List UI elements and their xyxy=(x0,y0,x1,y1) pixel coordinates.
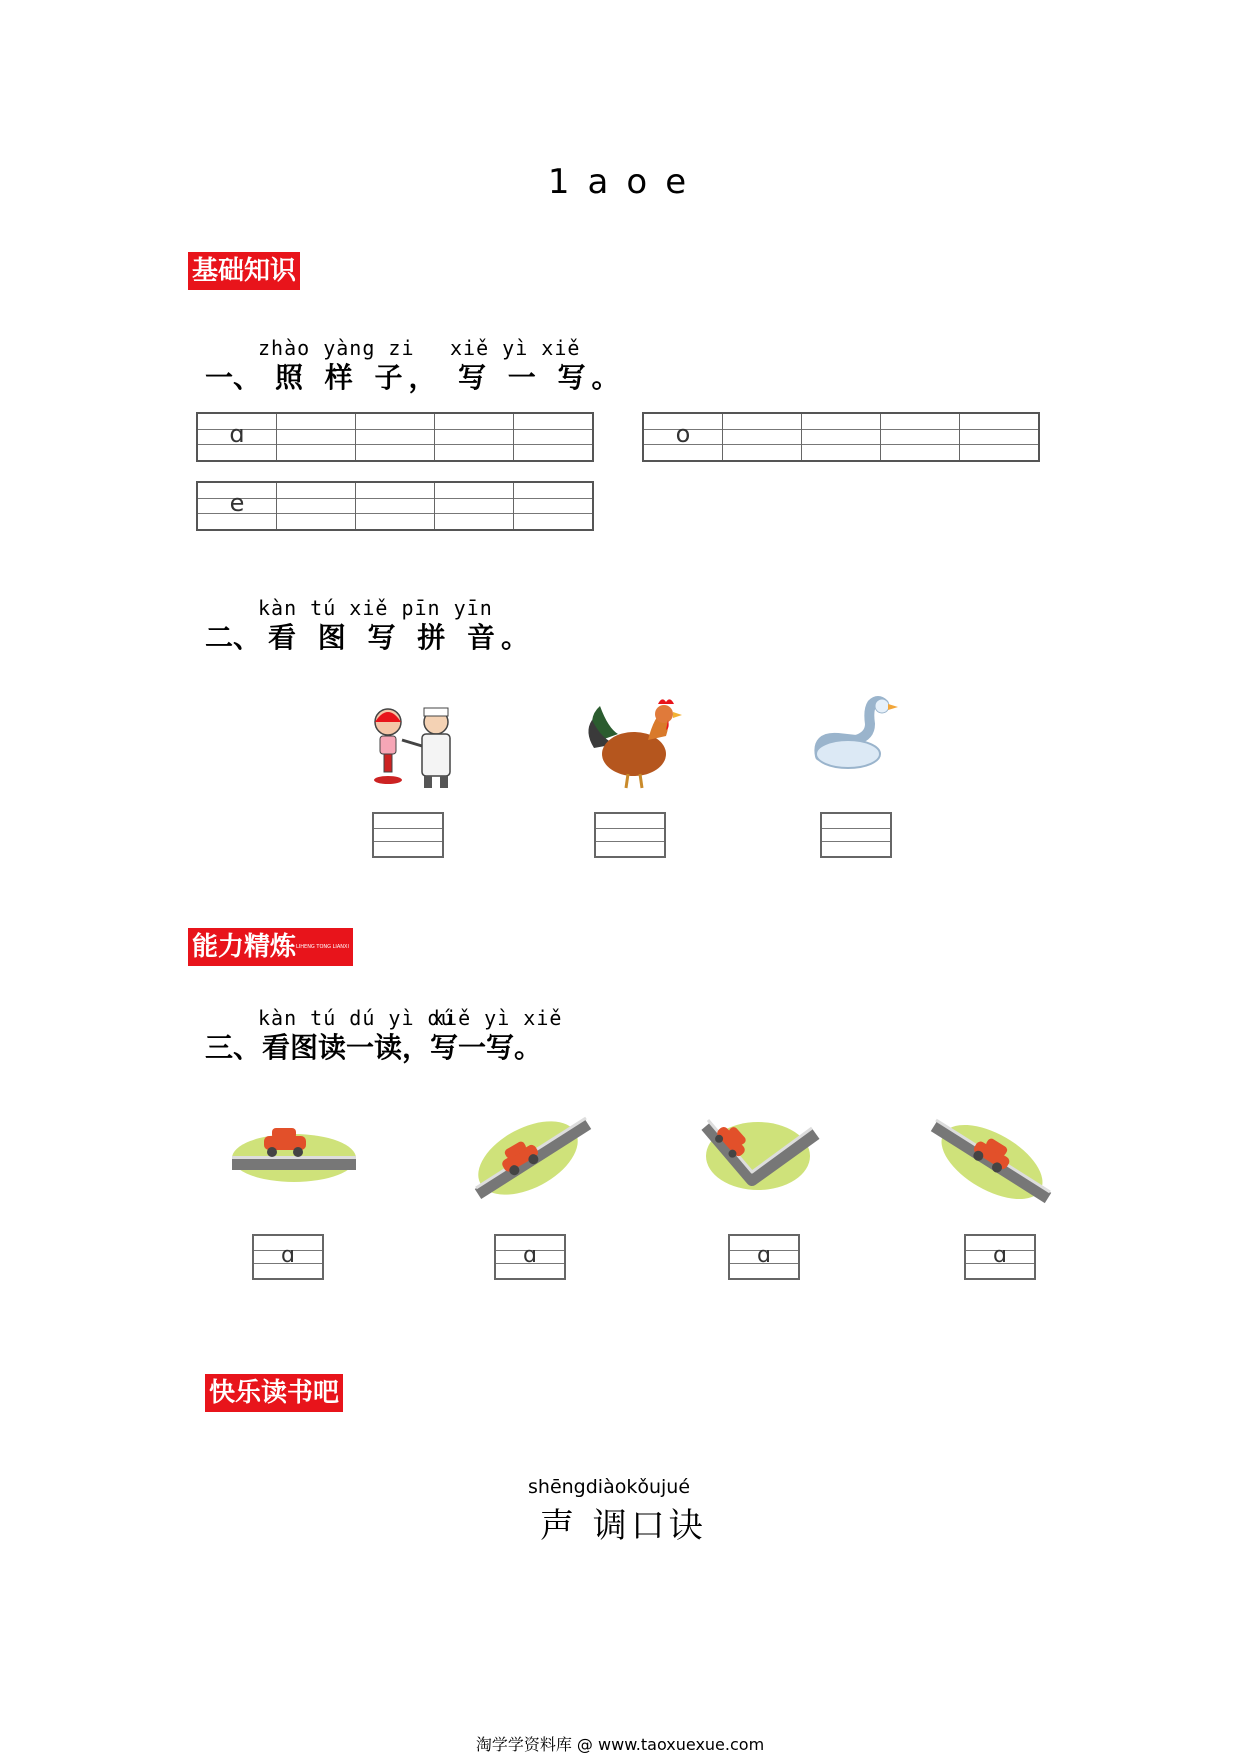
q2-number: 二、 xyxy=(205,621,262,654)
write-cell[interactable] xyxy=(881,414,960,460)
doctor-child-illustration xyxy=(366,700,462,792)
car-downhill-road-illustration xyxy=(928,1116,1052,1206)
sample-letter: o xyxy=(675,420,691,448)
sample-letter: ɑ xyxy=(523,1243,537,1268)
write-cell[interactable] xyxy=(277,483,356,529)
goose-illustration xyxy=(812,696,900,774)
sample-letter: e xyxy=(229,489,245,517)
answer-box[interactable] xyxy=(252,1234,324,1280)
q1-pinyin-b: xiě yì xiě xyxy=(450,336,581,360)
q3-pinyin-b: xiě yì xiě xyxy=(432,1006,563,1030)
q3-text: 看图读一读，写一写。 xyxy=(262,1031,543,1064)
poem-pinyin: shēngdiàokǒujué xyxy=(528,1476,691,1498)
page-title: 1 a o e xyxy=(547,162,693,202)
car-uphill-road-illustration xyxy=(470,1110,594,1200)
footer-source: 淘学学资料库 @ www.taoxuexue.com xyxy=(475,1735,765,1754)
writing-grid-e xyxy=(196,481,594,531)
rooster-illustration xyxy=(584,696,686,792)
sample-letter: ɑ xyxy=(993,1243,1007,1268)
q1-text-b: 写 一 写。 xyxy=(458,361,626,394)
write-cell[interactable] xyxy=(960,414,1038,460)
poem-title: 声 调口诀 xyxy=(540,1506,707,1546)
answer-box[interactable] xyxy=(820,812,892,858)
write-cell[interactable] xyxy=(514,483,592,529)
answer-box[interactable] xyxy=(964,1234,1036,1280)
car-down-up-road-illustration xyxy=(700,1116,822,1198)
write-cell[interactable] xyxy=(356,483,435,529)
write-cell[interactable] xyxy=(514,414,592,460)
q1-pinyin-a: zhào yàng zi xyxy=(258,336,415,360)
answer-box[interactable] xyxy=(728,1234,800,1280)
answer-box[interactable] xyxy=(494,1234,566,1280)
q2-pinyin: kàn tú xiě pīn yīn xyxy=(258,596,493,620)
write-cell[interactable] xyxy=(435,414,514,460)
sample-letter: ɑ xyxy=(757,1243,771,1268)
section-tag-reading: 快乐读书吧 xyxy=(205,1374,343,1412)
q3-number: 三、 xyxy=(205,1031,262,1064)
q1-number: 一、 xyxy=(205,361,262,394)
section-tag-basic: 基础知识 xyxy=(188,252,300,290)
write-cell[interactable] xyxy=(802,414,881,460)
write-cell[interactable] xyxy=(723,414,802,460)
write-cell[interactable] xyxy=(356,414,435,460)
section-tag-ability: 能力精炼LIHENG TONG LIANXI xyxy=(188,928,353,966)
writing-grid-a xyxy=(196,412,594,462)
sample-letter: ɑ xyxy=(281,1243,295,1268)
answer-box[interactable] xyxy=(372,812,444,858)
q3-pinyin-a: kàn tú dú yì dú xyxy=(258,1006,454,1030)
q1-text-a: 照 样 子， xyxy=(275,361,443,394)
write-cell[interactable] xyxy=(435,483,514,529)
q2-text: 看 图 写 拼 音。 xyxy=(268,621,535,654)
write-cell[interactable] xyxy=(277,414,356,460)
sample-letter: ɑ xyxy=(229,420,245,448)
car-flat-road-illustration xyxy=(230,1116,358,1186)
answer-box[interactable] xyxy=(594,812,666,858)
writing-grid-o xyxy=(642,412,1040,462)
